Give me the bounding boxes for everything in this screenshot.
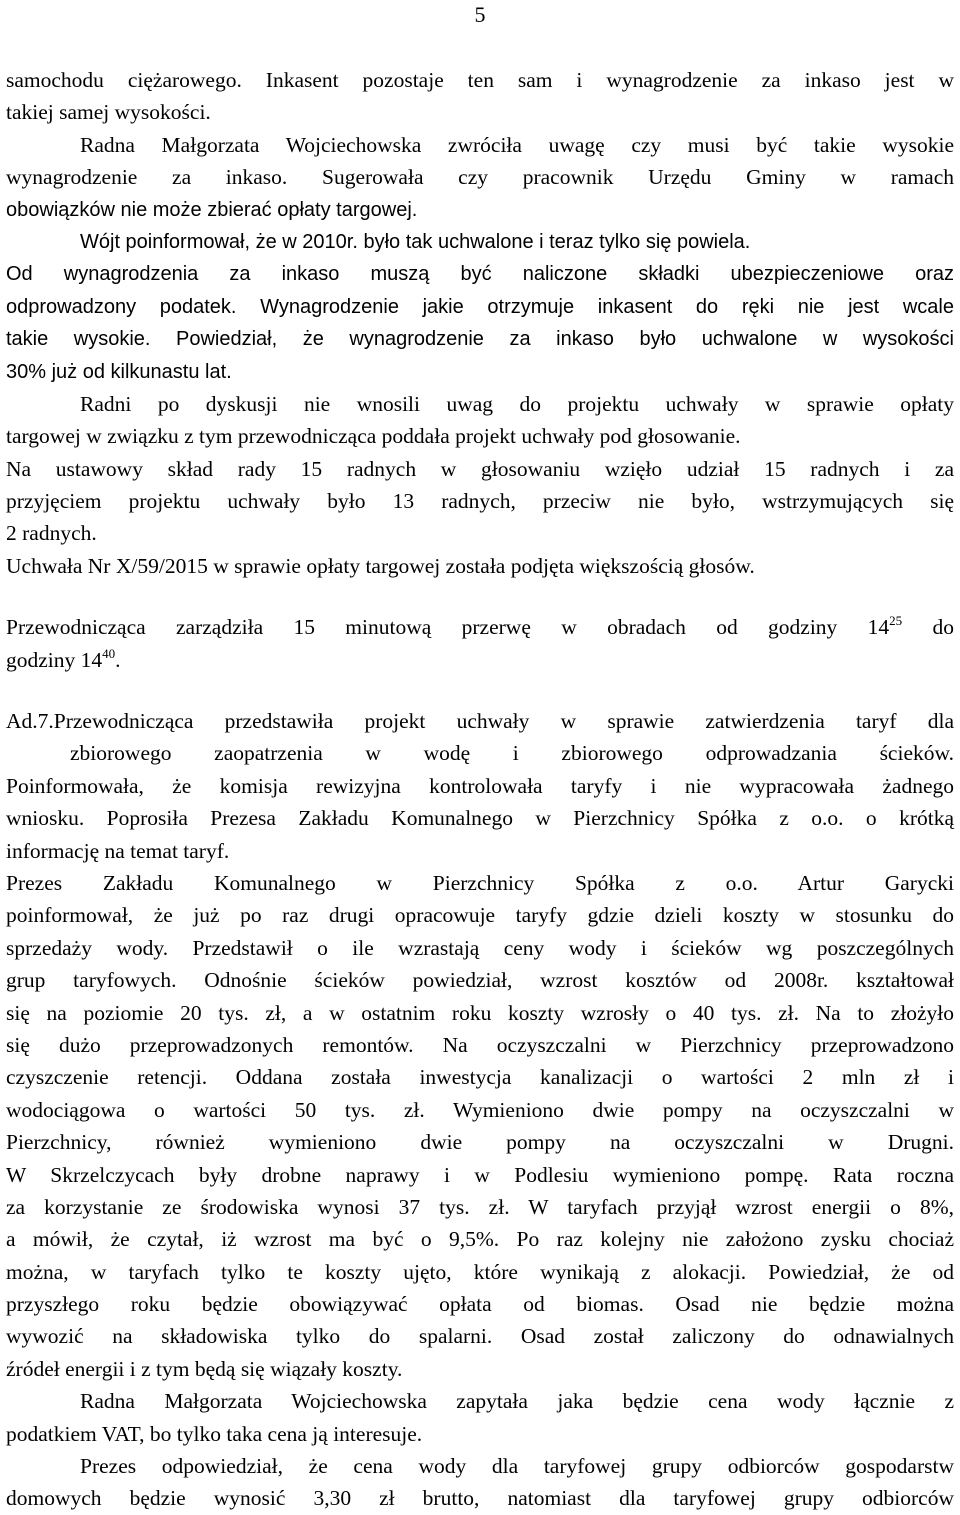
text-line: 30% już od kilkunastu lat. (6, 360, 232, 383)
text-span: godziny 14 (6, 647, 103, 672)
text-line: grup taryfowych. Odnośnie ścieków powiedział, wzrost kosztów od 2008r. kształtował (6, 968, 954, 993)
text-line: można, w taryfach tylko te koszty ujęto, które wynikają z alokacji. Powiedział, że od (6, 1259, 954, 1284)
text-line: Poinformowała, że komisja rewizyjna kontrolowała taryfy i nie wypracowała żadnego (6, 773, 954, 798)
text-line: W Skrzelczycach były drobne naprawy i w Podlesiu wymieniono pompę. Rata roczna (6, 1162, 954, 1187)
text-span: Przewodnicząca zarządziła 15 minutową przerwę w obradach od godziny 14 (6, 615, 890, 640)
text-line: domowych będzie wynosić 3,30 zł brutto, natomiast dla taryfowej grupy odbiorców (6, 1486, 954, 1511)
superscript: 25 (889, 613, 903, 629)
text-line: takiej samej wysokości. (6, 100, 211, 125)
text-span: do (902, 615, 954, 640)
document-body (6, 64, 954, 1515)
text-span: . (115, 647, 121, 672)
text-line: wywozić na składowiska tylko do spalarni. Osad został zaliczony do odnawialnych (6, 1324, 954, 1349)
text-line (6, 644, 954, 676)
text-line: wniosku. Poprosiła Prezesa Zakładu Komunalnego w Pierzchnicy Spółka z o.o. o krótką (6, 806, 954, 831)
text-line: wodociągowa o wartości 50 tys. zł. Wymieniono dwie pompy na oczyszczalni w (6, 1097, 954, 1122)
text-line: przyjęciem projektu uchwały było 13 radnych, przeciw nie było, wstrzymujących się (6, 489, 954, 514)
text-line: a mówił, że czytał, iż wzrost ma być o 9,5%. Po raz kolejny nie założono zysku chociaż (6, 1227, 954, 1252)
text-line: Prezes Zakładu Komunalnego w Pierzchnicy Spółka z o.o. Artur Garycki (6, 870, 954, 895)
paragraph-gap (6, 676, 954, 705)
text-line: Radna Małgorzata Wojciechowska zwróciła uwagę czy musi być takie wysokie (80, 132, 954, 157)
text-line: się na poziomie 20 tys. zł, a w ostatnim roku koszty wzrosły o 40 tys. zł. Na to złożyło (6, 1000, 954, 1025)
text-line: Prezes odpowiedział, że cena wody dla taryfowej grupy odbiorców gospodarstw (80, 1454, 954, 1479)
text-line: 2 radnych. (6, 521, 97, 546)
text-line: Uchwała Nr X/59/2015 w sprawie opłaty targowej została podjęta większością głosów. (6, 553, 755, 578)
paragraph-gap (6, 582, 954, 611)
text-line: podatkiem VAT, bo tylko taka cena ją interesuje. (6, 1421, 423, 1446)
text-line: Pierzchnicy, również wymieniono dwie pompy na oczyszczalni w Drugni. (6, 1130, 954, 1155)
text-line: przyszłego roku będzie obowiązywać opłata od biomas. Osad nie będzie można (6, 1292, 954, 1317)
text-line: zbiorowego zaopatrzenia w wodę i zbiorowego odprowadzania ścieków. (70, 741, 954, 766)
text-line: targowej w związku z tym przewodnicząca poddała projekt uchwały pod głosowanie. (6, 424, 741, 449)
text-line: źródeł energii i z tym będą się wiązały koszty. (6, 1356, 403, 1381)
text-line: Ad.7.Przewodnicząca przedstawiła projekt uchwały w sprawie zatwierdzenia taryf dla (6, 709, 954, 734)
text-line: Od wynagrodzenia za inkaso muszą być naliczone składki ubezpieczeniowe oraz (6, 263, 954, 286)
text-line: poinformował, że już po raz drugi opracowuje taryfy gdzie dzieli koszty w stosunku do (6, 903, 954, 928)
text-line: obowiązków nie może zbierać opłaty targowej. (6, 198, 418, 221)
text-line: samochodu ciężarowego. Inkasent pozostaje ten sam i wynagrodzenie za inkaso jest w (6, 68, 954, 92)
text-line: informację na temat taryf. (6, 838, 230, 863)
text-line: odprowadzony podatek. Wynagrodzenie jakie otrzymuje inkasent do ręki nie jest wcale (6, 295, 954, 318)
text-line: się dużo przeprowadzonych remontów. Na oczyszczalni w Pierzchnicy przeprowadzono (6, 1032, 954, 1057)
text-line: Radna Małgorzata Wojciechowska zapytała jaka będzie cena wody łącznie z (80, 1389, 954, 1414)
text-line: czyszczenie retencji. Oddana została inwestycja kanalizacji o wartości 2 mln zł i (6, 1065, 954, 1090)
text-line: Wójt poinformował, że w 2010r. było tak uchwalone i teraz tylko się powiela. (80, 230, 751, 253)
text-line: wynagrodzenie za inkaso. Sugerowała czy pracownik Urzędu Gminy w ramach (6, 165, 954, 190)
superscript: 40 (102, 645, 116, 661)
page-number: 5 (474, 2, 486, 27)
text-line: sprzedaży wody. Przedstawił o ile wzrastają ceny wody i ścieków wg poszczególnych (6, 935, 954, 960)
text-line (6, 611, 954, 643)
text-line: takie wysokie. Powiedział, że wynagrodzenie za inkaso było uchwalone w wysokości (6, 328, 954, 351)
text-line: za korzystanie ze środowiska wynosi 37 tys. zł. W taryfach przyjął wzrost energii o 8%, (6, 1194, 954, 1219)
text-line: Na ustawowy skład rady 15 radnych w głosowaniu wzięło udział 15 radnych i za (6, 456, 954, 481)
text-line: Radni po dyskusji nie wnosili uwag do projektu uchwały w sprawie opłaty (80, 391, 954, 416)
